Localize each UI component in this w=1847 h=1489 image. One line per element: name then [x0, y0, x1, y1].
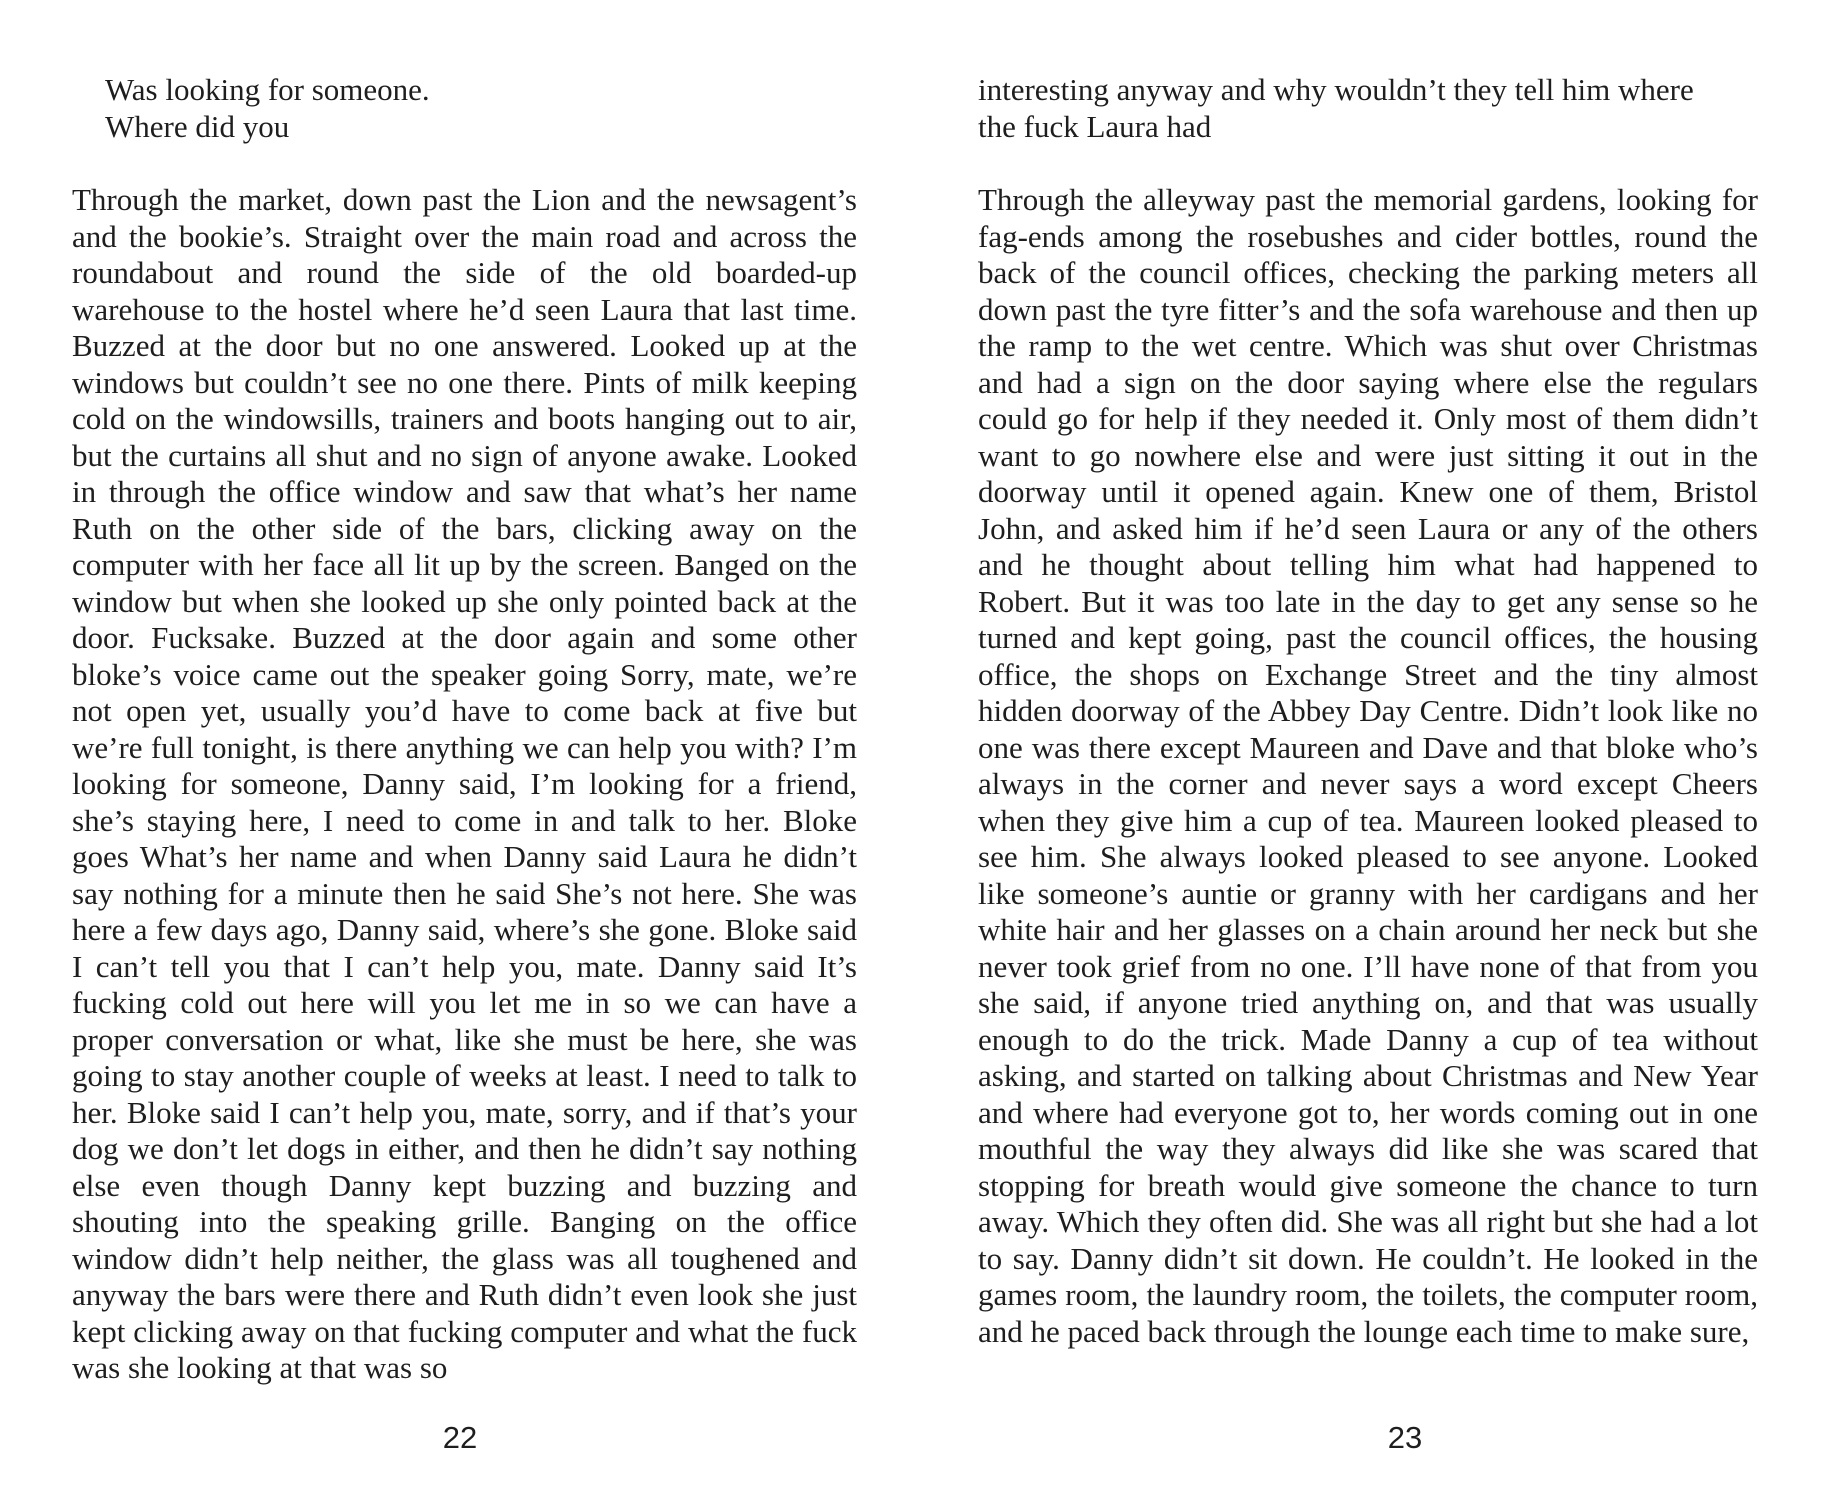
right-page-paragraph: Through the alleyway past the memorial gardens, looking for fag-ends among the rosebushes and cider bottles, round the back of the council offices, checking the parking meters all down past the tyre fitter’s and the sofa warehouse and then up the ramp to the wet centre. Which was shut over Christmas and had a sign on the door saying where else the regulars could go for help if they needed it. Only most of them didn’t want to go nowhere else and were just sitting it out in the doorway until it opened again. Knew one of them, Bristol John, and asked him if he’d seen Laura or any of the others and he thought about telling him what had happened to Robert. But it was too late in the day to get any sense so he turned and kept going, past the council offices, the housing office, the shops on Exchange Street and the tiny almost hidden doorway of the Abbey Day Centre. Didn’t look like no one was there except Maureen and Dave and that bloke who’s always in the corner and never says a word except Cheers when they give him a cup of tea. Maureen looked pleased to see him. She always looked pleased to see anyone. Looked like someone’s auntie or granny with her cardigans and her white hair and her glasses on a chain around her neck but she never took grief from no one. I’ll have none of that from you she said, if anyone tried anything on, and that was usually enough to do the trick. Made Danny a cup of tea without asking, and started on talking about Christmas and New Year and where had everyone got to, her words coming out in one mouthful the way they always did like she was scared that stopping for breath would give someone the chance to turn away. Which they often did. She was all right but she had a lot to say. Danny didn’t sit down. He couldn’t. He looked in the games room, the laundry room, the toilets, the computer room, and he paced back through the lounge each time to make sure,	[978, 182, 1758, 1349]
left-page	[0, 0, 923, 1489]
fragment-line: interesting anyway and why wouldn’t they tell him where	[978, 72, 1694, 107]
right-page-number: 23	[1387, 1420, 1423, 1455]
left-page-fragment	[105, 72, 805, 145]
right-page	[923, 0, 1847, 1489]
left-page-number: 22	[442, 1420, 478, 1455]
fragment-line: Where did you	[105, 108, 290, 144]
right-page-fragment	[978, 72, 1758, 145]
fragment-line: the fuck Laura had	[978, 108, 1212, 144]
left-page-paragraph: Through the market, down past the Lion and the newsagent’s and the bookie’s. Straight over the main road and across the roundabout and round the side of the old boarded-up warehouse to the hostel where he’d seen Laura that last time. Buzzed at the door but no one answered. Looked up at the windows but couldn’t see no one there. Pints of milk keeping cold on the windowsills, trainers and boots hanging out to air, but the curtains all shut and no sign of anyone awake. Looked in through the office window and saw that what’s her name Ruth on the other side of the bars, clicking away on the computer with her face all lit up by the screen. Banged on the window but when she looked up she only pointed back at the door. Fucksake. Buzzed at the door again and some other bloke’s voice came out the speaker going Sorry, mate, we’re not open yet, usually you’d have to come back at five but we’re full tonight, is there anything we can help you with? I’m looking for someone, Danny said, I’m looking for a friend, she’s staying here, I need to come in and talk to her. Bloke goes What’s her name and when Danny said Laura he didn’t say nothing for a minute then he said She’s not here. She was here a few days ago, Danny said, where’s she gone. Bloke said I can’t tell you that I can’t help you, mate. Danny said It’s fucking cold out here will you let me in so we can have a proper conversation or what, like she must be here, she was going to stay another couple of weeks at least. I need to talk to her. Bloke said I can’t help you, mate, sorry, and if that’s your dog we don’t let dogs in either, and then he didn’t say nothing else even though Danny kept buzzing and buzzing and shouting into the speaking grille. Banging on the office window didn’t help neither, the glass was all toughened and anyway the bars were there and Ruth didn’t even look she just kept clicking away on that fucking computer and what the fuck was she looking at that was so	[72, 182, 857, 1385]
fragment-line: Was looking for someone.	[105, 72, 430, 107]
